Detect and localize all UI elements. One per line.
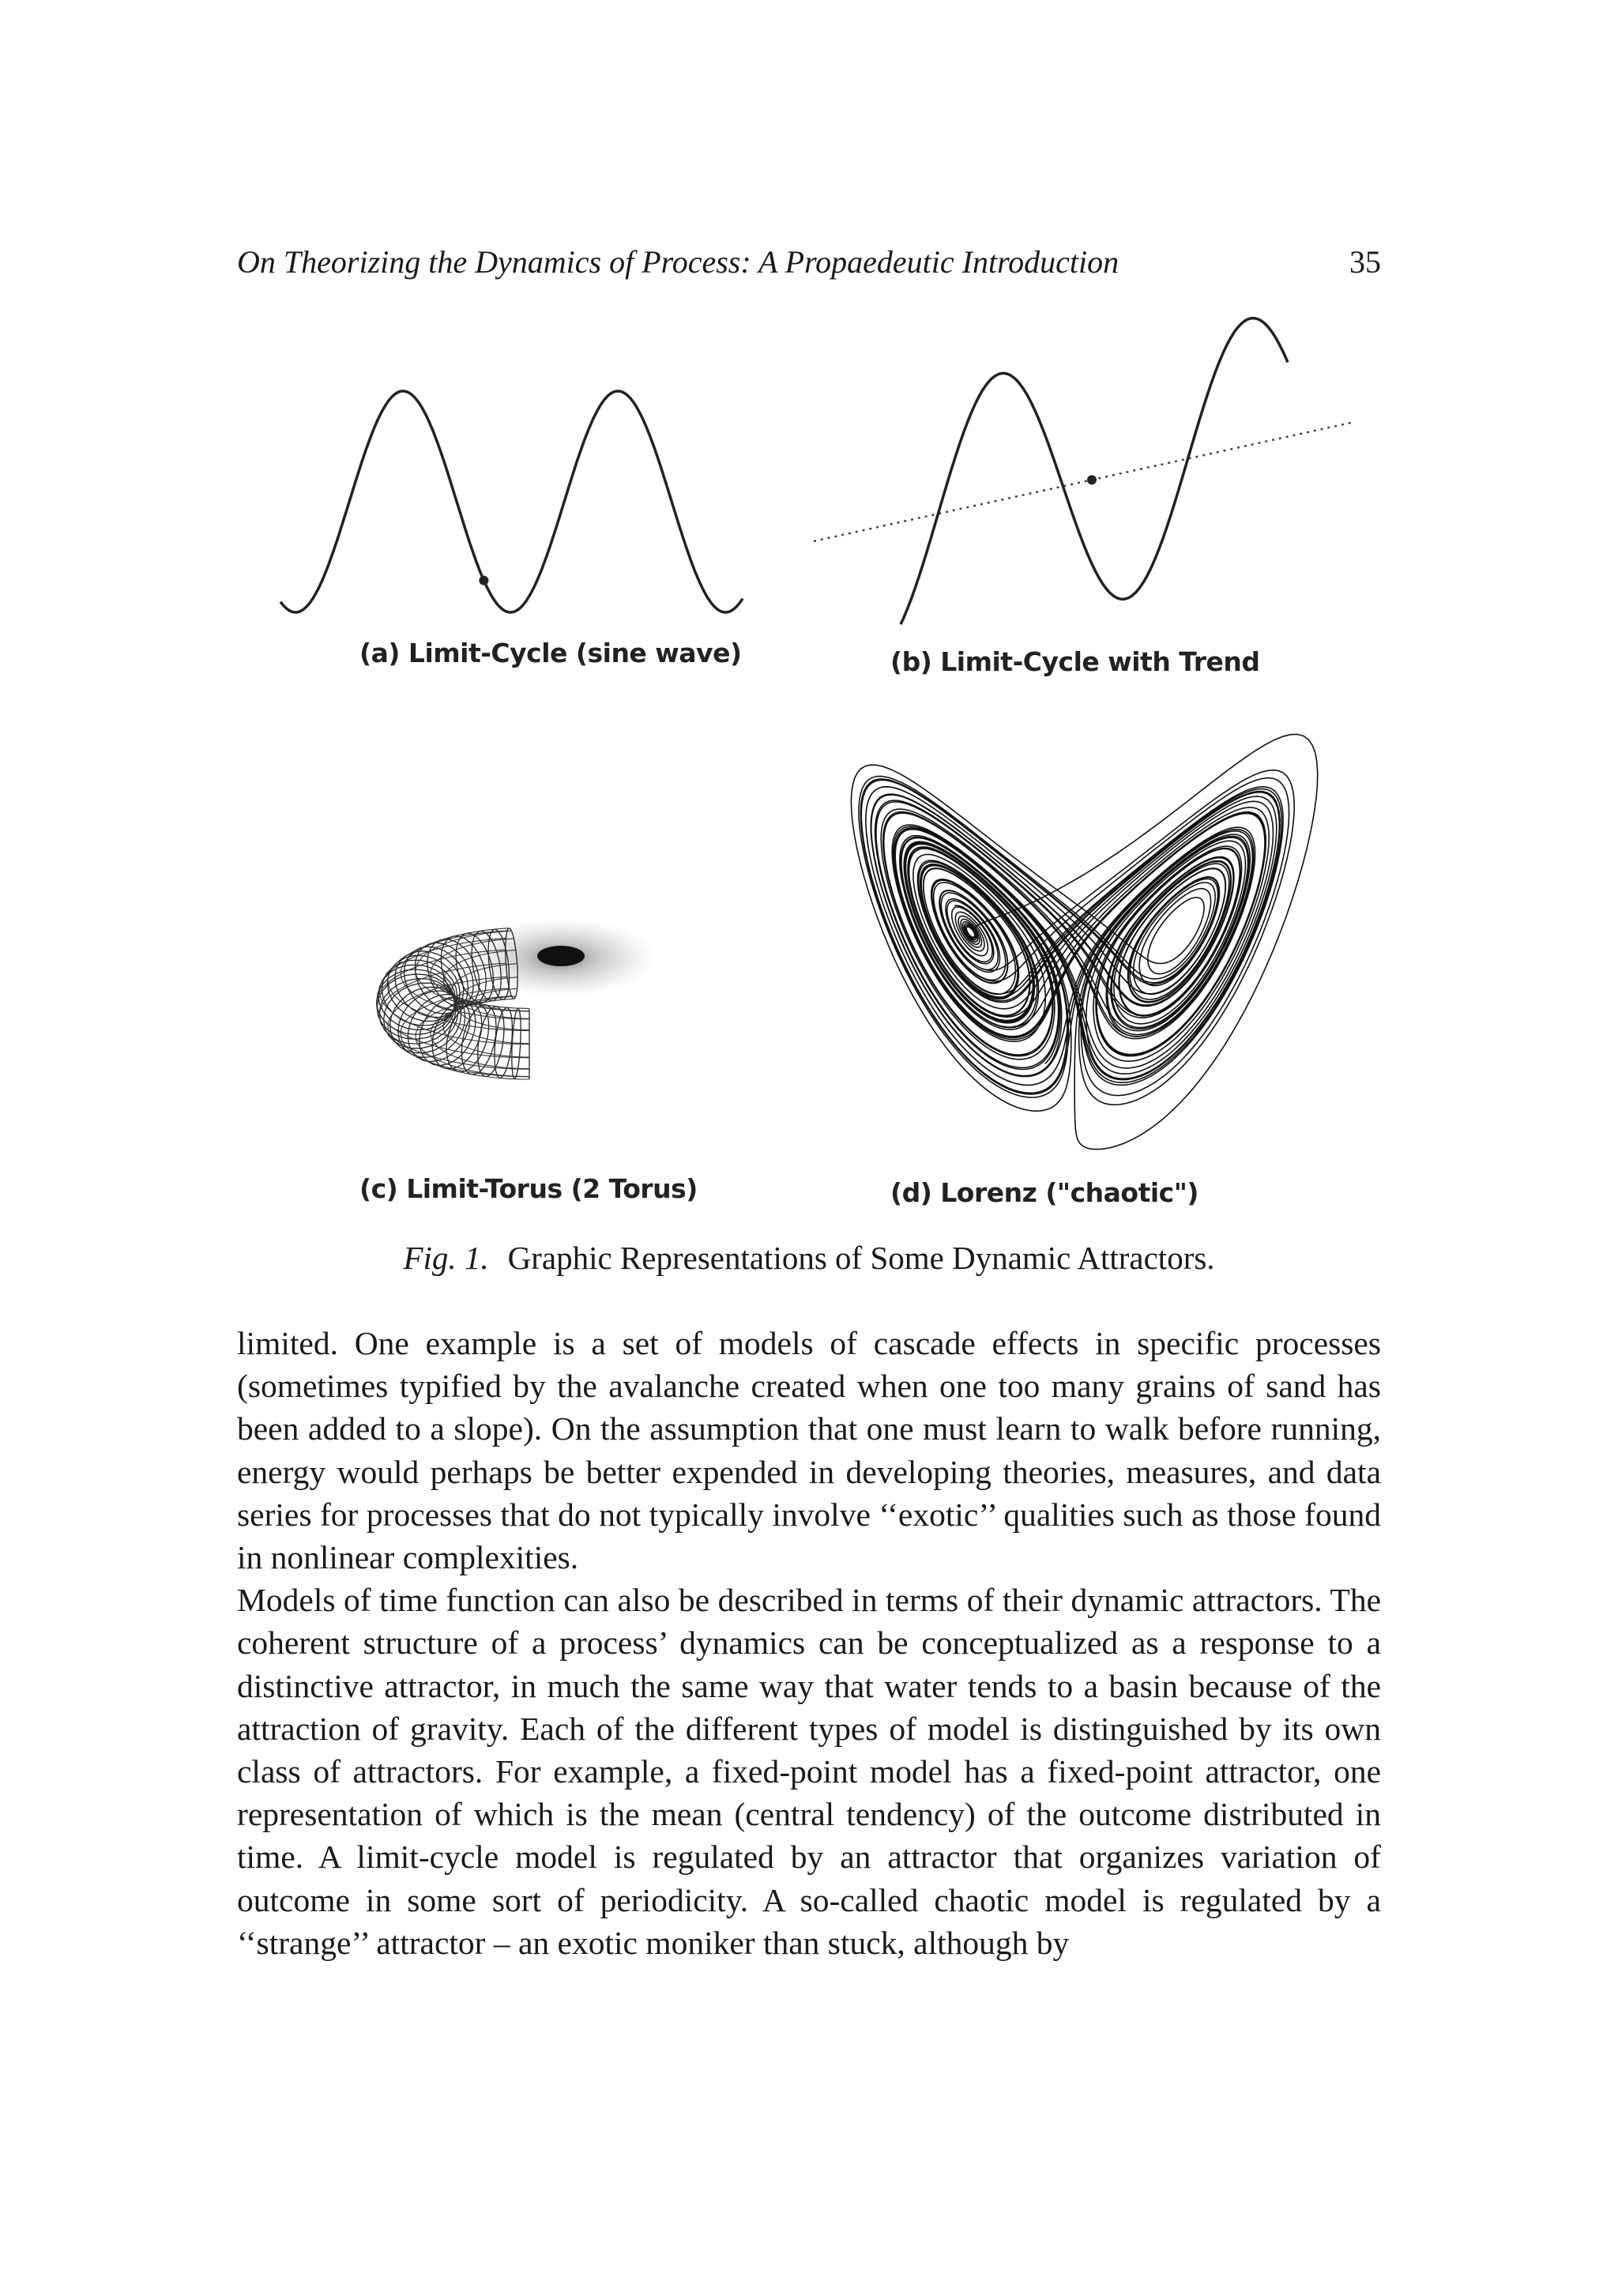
panel-label-a: (a) Limit-Cycle (sine wave) xyxy=(359,638,742,668)
body-text xyxy=(237,1322,1381,1964)
sine-wave-curve xyxy=(901,318,1288,625)
torus-mesh xyxy=(377,928,530,1079)
sine-wave-with-trend-icon xyxy=(806,348,1359,672)
panel-label-c: (c) Limit-Torus (2 Torus) xyxy=(359,1173,698,1204)
figure-panel-d xyxy=(798,711,1351,1169)
figure-caption xyxy=(0,1239,1618,1277)
figure-number: Fig. 1. xyxy=(403,1240,489,1276)
lorenz-trajectory xyxy=(851,734,1317,1149)
phase-point xyxy=(1087,475,1097,484)
paragraph: Models of time function can also be described in terms of their dynamic attractors. The coherent structure of a process’ dynamics can be conceptualized as a response to a distinctive attractor, in much the same way that water tends to a basin because of the attraction of gravity. Each of the different types of model is distinguished by its own class of attractors. For example, a fixed-point model has a fixed-point attractor, one representation of which is the mean (central tendency) of the outcome distributed in time. A limit-cycle model is regulated by an attractor that organizes variation of outcome in some sort of periodicity. A so-called chaotic model is regulated by a ‘‘strange’’ attractor – an exotic moniker than stuck, although by xyxy=(237,1582,1381,1961)
panel-label-b: (b) Limit-Cycle with Trend xyxy=(890,646,1260,677)
torus-hole xyxy=(537,946,585,966)
panel-label-d: (d) Lorenz ("chaotic") xyxy=(890,1177,1199,1208)
torus-icon xyxy=(348,917,743,1138)
figure-panel-a xyxy=(269,371,758,632)
trend-line xyxy=(814,423,1351,541)
sine-wave-curve xyxy=(280,391,743,612)
sine-wave-icon xyxy=(269,371,758,632)
phase-point xyxy=(479,576,488,585)
figure-panel-b xyxy=(806,348,1359,672)
page-number: 35 xyxy=(1349,244,1381,280)
figure-panel-c xyxy=(348,917,743,1138)
running-title: On Theorizing the Dynamics of Process: A Propaedeutic Introduction xyxy=(237,244,1119,280)
running-head xyxy=(237,243,1381,288)
paragraph: limited. One example is a set of models of cascade effects in specific processes (sometimes typified by the avalanche created when one too many grains of sand has been added to a slope). On the assumption that one must learn to walk before running, energy would perhaps be better expended in developing theories, measures, and data series for processes that do not typically involve ‘‘exotic’’ qualities such as those found in nonlinear complexities. xyxy=(237,1325,1381,1576)
figure-caption-text: Graphic Representations of Some Dynamic Attractors. xyxy=(507,1240,1215,1276)
lorenz-attractor-icon xyxy=(798,711,1351,1169)
